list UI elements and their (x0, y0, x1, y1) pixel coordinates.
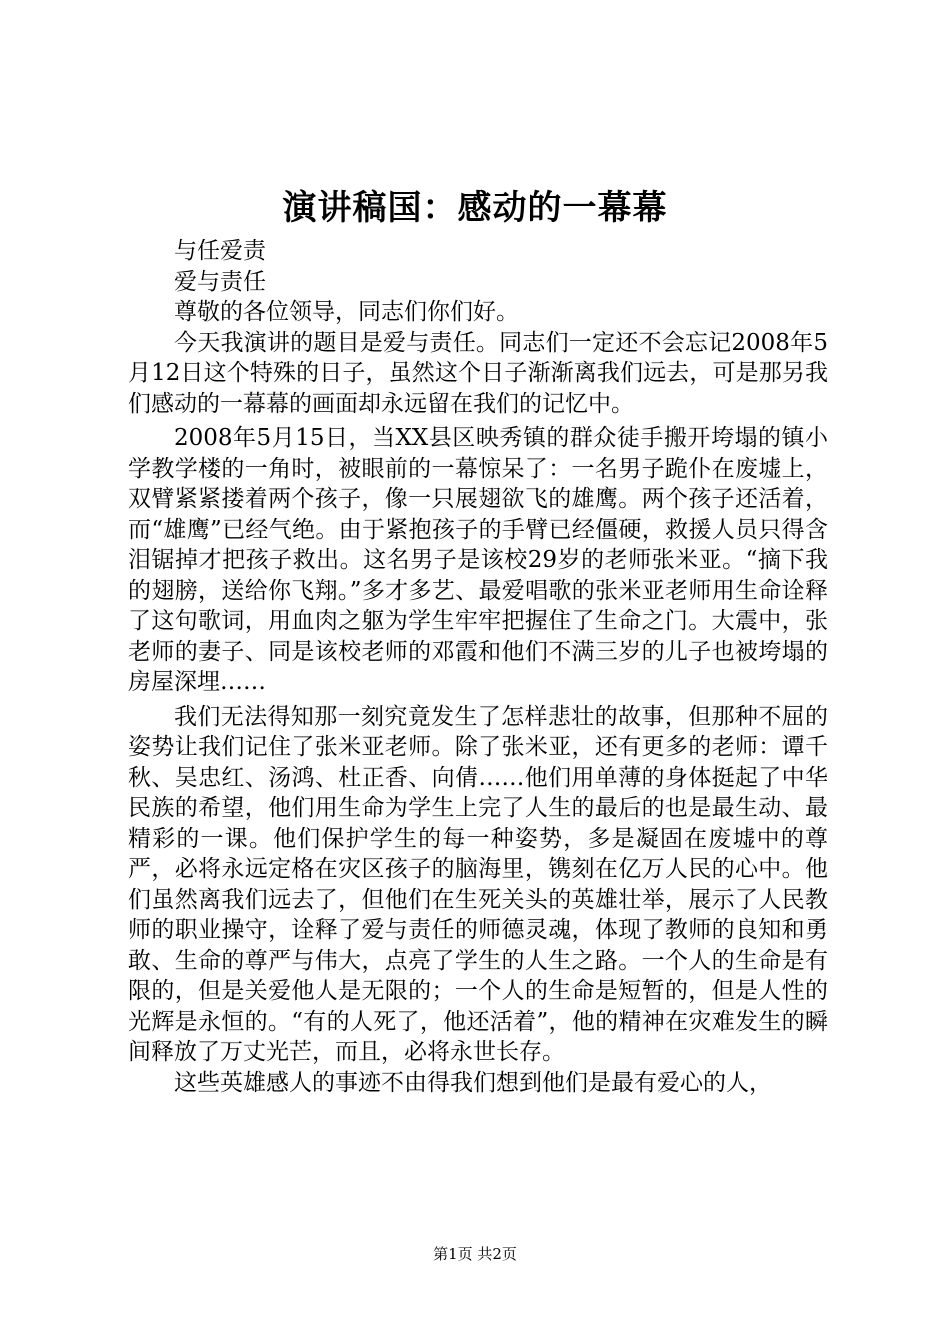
document-title: 演讲稿国：感动的一幕幕 (282, 188, 668, 228)
paragraph: 尊敬的各位领导，同志们你们好。 (174, 299, 519, 325)
paragraph: 我们无法得知那一刻究竟发生了怎样悲壮的故事，但那种不屈的姿势让我们记住了张米亚老师。除了张米亚，还有更多的老师：谭千秋、吴忠红、汤鸿、杜正香、向倩……他们用单薄的身体挺起了中华民族的希望，他们用生命为学生上完了人生的最后的也是最生动、最精彩的一课。他们保护学生的每一种姿势，多是凝固在废墟中的尊严，必将永远定格在灾区孩子的脑海里，镌刻在亿万人民的心中。他们虽然离我们远去了，但他们在生死关头的英雄壮举，展示了人民教师的职业操守，诠释了爱与责任的师德灵魂，体现了教师的良知和勇敢、生命的尊严与伟大，点亮了学生的人生之路。一个人的生命是有限的，但是关爱他人是无限的；一个人的生命是短暂的，但是人性的光辉是永恒的。“有的人死了，他还活着”，他的精神在灾难发生的瞬间释放了万丈光芒，而且，必将永世长存。 (128, 703, 828, 1065)
paragraph: 2008年5月15日，当XX县区映秀镇的群众徒手搬开垮塌的镇小学教学楼的一角时，被眼前的一幕惊呆了：一名男子跪仆在废墟上，双臂紧紧搂着两个孩子，像一只展翅欲飞的雄鹰。两个孩子还活着，而“雄鹰”已经气绝。由于紧抱孩子的手臂已经僵硬，救援人员只得含泪锯掉才把孩子救出。这名男子是该校29岁的老师张米亚。“摘下我的翅膀，送给你飞翔。”多才多艺、最爱唱歌的张米亚老师用生命诠释了这句歌词，用血肉之躯为学生牢牢把握住了生命之门。大震中，张老师的妻子、同是该校老师的邓霞和他们不满三岁的儿子也被垮塌的房屋深埋…… (128, 425, 828, 695)
paragraph: 今天我演讲的题目是爱与责任。同志们一定还不会忘记2008年5月12日这个特殊的日子，虽然这个日子渐渐离我们远去，可是那另我们感动的一幕幕的画面却永远留在我们的记忆中。 (128, 329, 828, 417)
document-body (128, 236, 828, 1098)
page-number-footer: 第1页 共2页 (433, 1245, 517, 1263)
paragraph: 爱与责任 (174, 268, 266, 295)
paragraph: 与任爱责 (174, 238, 266, 264)
paragraph: 这些英雄感人的事迹不由得我们想到他们是最有爱心的人， (174, 1069, 772, 1096)
